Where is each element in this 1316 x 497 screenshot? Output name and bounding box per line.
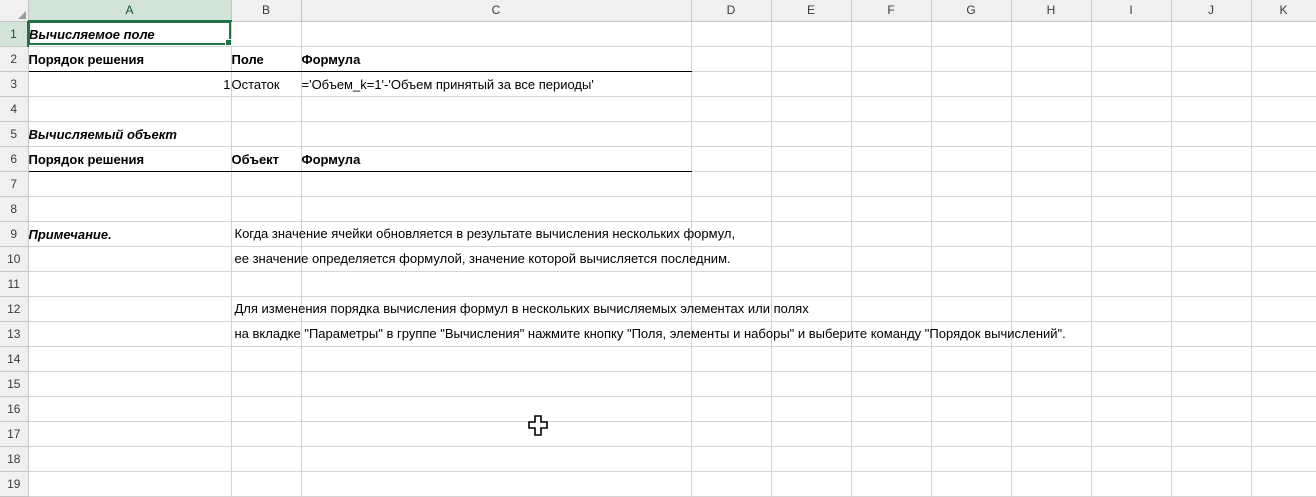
column-header-j[interactable]: J	[1171, 0, 1251, 21]
cell-c6[interactable]: Формула	[301, 147, 691, 172]
cell-a18[interactable]	[28, 447, 231, 472]
cell-j14[interactable]	[1171, 347, 1251, 372]
cell-c2[interactable]: Формула	[301, 47, 691, 72]
cell-a2[interactable]: Порядок решения	[28, 47, 231, 72]
row-header-17[interactable]: 17	[0, 422, 28, 447]
row-header-12[interactable]: 12	[0, 297, 28, 322]
cell-g18[interactable]	[931, 447, 1011, 472]
cell-j1[interactable]	[1171, 21, 1251, 47]
cell-a13[interactable]	[28, 322, 231, 347]
cell-f17[interactable]	[851, 422, 931, 447]
cell-b7[interactable]	[231, 172, 301, 197]
select-all-triangle-icon	[18, 11, 26, 19]
cell-g14[interactable]	[931, 347, 1011, 372]
cell-k12[interactable]	[1251, 297, 1316, 322]
cell-f2[interactable]	[851, 47, 931, 72]
cell-h18[interactable]	[1011, 447, 1091, 472]
cell-k16[interactable]	[1251, 397, 1316, 422]
cell-g10[interactable]	[931, 247, 1011, 272]
cell-h19[interactable]	[1011, 472, 1091, 497]
cell-i18[interactable]	[1091, 447, 1171, 472]
cell-b11[interactable]	[231, 272, 301, 297]
cell-a12[interactable]	[28, 297, 231, 322]
cell-k19[interactable]	[1251, 472, 1316, 497]
cell-b10-text: ее значение определяется формулой, значение которой вычисляется последним.	[234, 251, 731, 266]
cell-d18[interactable]	[691, 447, 771, 472]
cell-a17[interactable]	[28, 422, 231, 447]
column-header-c[interactable]: C	[301, 0, 691, 21]
cell-a9[interactable]: Примечание.	[28, 222, 231, 247]
cell-f16[interactable]	[851, 397, 931, 422]
cell-c15[interactable]	[301, 372, 691, 397]
cell-h2[interactable]	[1011, 47, 1091, 72]
cell-a3[interactable]: 1	[28, 72, 231, 97]
table-row	[0, 322, 1316, 347]
row-header-18[interactable]: 18	[0, 447, 28, 472]
cell-g5[interactable]	[931, 122, 1011, 147]
cell-h7[interactable]	[1011, 172, 1091, 197]
cell-e10[interactable]	[771, 247, 851, 272]
table-row	[0, 122, 1316, 147]
cell-i12[interactable]	[1091, 297, 1171, 322]
cell-f4[interactable]	[851, 97, 931, 122]
cell-k3[interactable]	[1251, 72, 1316, 97]
cell-f11[interactable]	[851, 272, 931, 297]
cell-e18[interactable]	[771, 447, 851, 472]
cell-b3[interactable]: Остаток	[231, 72, 301, 97]
cell-d2[interactable]	[691, 47, 771, 72]
row-header-16[interactable]: 16	[0, 397, 28, 422]
cell-f6[interactable]	[851, 147, 931, 172]
cell-g19[interactable]	[931, 472, 1011, 497]
cell-g15[interactable]	[931, 372, 1011, 397]
cell-d17[interactable]	[691, 422, 771, 447]
cell-j15[interactable]	[1171, 372, 1251, 397]
cell-k9[interactable]	[1251, 222, 1316, 247]
cell-i7[interactable]	[1091, 172, 1171, 197]
table-row	[0, 172, 1316, 197]
cell-b16[interactable]	[231, 397, 301, 422]
cell-j5[interactable]	[1171, 122, 1251, 147]
row-header-13[interactable]: 13	[0, 322, 28, 347]
cell-j19[interactable]	[1171, 472, 1251, 497]
cell-d6[interactable]	[691, 147, 771, 172]
table-row	[0, 97, 1316, 122]
cell-g11[interactable]	[931, 272, 1011, 297]
cell-d11[interactable]	[691, 272, 771, 297]
cell-c8[interactable]	[301, 197, 691, 222]
cell-f14[interactable]	[851, 347, 931, 372]
row-header-9[interactable]: 9	[0, 222, 28, 247]
cell-d1[interactable]	[691, 21, 771, 47]
cell-d14[interactable]	[691, 347, 771, 372]
cell-h16[interactable]	[1011, 397, 1091, 422]
cell-h6[interactable]	[1011, 147, 1091, 172]
cell-f10[interactable]	[851, 247, 931, 272]
cell-j7[interactable]	[1171, 172, 1251, 197]
cell-g8[interactable]	[931, 197, 1011, 222]
cell-c16[interactable]	[301, 397, 691, 422]
table-row	[0, 21, 1316, 47]
cell-c3[interactable]: ='Объем_k=1'-'Объем принятый за все периоды'	[301, 72, 691, 97]
cell-i6[interactable]	[1091, 147, 1171, 172]
cell-k2[interactable]	[1251, 47, 1316, 72]
cell-f1[interactable]	[851, 21, 931, 47]
cell-e4[interactable]	[771, 97, 851, 122]
cell-i3[interactable]	[1091, 72, 1171, 97]
cell-h8[interactable]	[1011, 197, 1091, 222]
cell-h5[interactable]	[1011, 122, 1091, 147]
cell-h17[interactable]	[1011, 422, 1091, 447]
cell-g3[interactable]	[931, 72, 1011, 97]
cell-j11[interactable]	[1171, 272, 1251, 297]
cell-j2[interactable]	[1171, 47, 1251, 72]
cell-b17[interactable]	[231, 422, 301, 447]
table-row	[0, 297, 1316, 322]
column-header-d[interactable]: D	[691, 0, 771, 21]
cell-k7[interactable]	[1251, 172, 1316, 197]
cell-g12[interactable]	[931, 297, 1011, 322]
row-header-7[interactable]: 7	[0, 172, 28, 197]
cell-b19[interactable]	[231, 472, 301, 497]
cell-k8[interactable]	[1251, 197, 1316, 222]
cell-k17[interactable]	[1251, 422, 1316, 447]
cell-d3[interactable]	[691, 72, 771, 97]
cell-b6[interactable]: Объект	[231, 147, 301, 172]
column-header-g[interactable]: G	[931, 0, 1011, 21]
cell-i10[interactable]	[1091, 247, 1171, 272]
cell-j17[interactable]	[1171, 422, 1251, 447]
cell-h14[interactable]	[1011, 347, 1091, 372]
cell-g6[interactable]	[931, 147, 1011, 172]
table-row	[0, 272, 1316, 297]
cell-d7[interactable]	[691, 172, 771, 197]
cell-b18[interactable]	[231, 447, 301, 472]
table-row	[0, 397, 1316, 422]
cell-f9[interactable]	[851, 222, 931, 247]
cell-g17[interactable]	[931, 422, 1011, 447]
row-header-2[interactable]: 2	[0, 47, 28, 72]
column-header-e[interactable]: E	[771, 0, 851, 21]
table-row	[0, 197, 1316, 222]
cell-f12[interactable]	[851, 297, 931, 322]
row-header-8[interactable]: 8	[0, 197, 28, 222]
cell-b5[interactable]	[231, 122, 301, 147]
cell-c7[interactable]	[301, 172, 691, 197]
cell-b14[interactable]	[231, 347, 301, 372]
cell-b1[interactable]	[231, 21, 301, 47]
cell-e15[interactable]	[771, 372, 851, 397]
cell-c1[interactable]	[301, 21, 691, 47]
cell-f19[interactable]	[851, 472, 931, 497]
row-header-14[interactable]: 14	[0, 347, 28, 372]
cell-a11[interactable]	[28, 272, 231, 297]
cell-e9[interactable]	[771, 222, 851, 247]
cell-d16[interactable]	[691, 397, 771, 422]
table-row	[0, 72, 1316, 97]
cell-g2[interactable]	[931, 47, 1011, 72]
cell-a14[interactable]	[28, 347, 231, 372]
cell-j16[interactable]	[1171, 397, 1251, 422]
cell-d4[interactable]	[691, 97, 771, 122]
cell-g16[interactable]	[931, 397, 1011, 422]
cell-b2[interactable]: Поле	[231, 47, 301, 72]
cell-b8[interactable]	[231, 197, 301, 222]
cell-d8[interactable]	[691, 197, 771, 222]
cell-b12-text: Для изменения порядка вычисления формул в нескольких вычисляемых элементах или полях	[234, 301, 809, 316]
cell-j6[interactable]	[1171, 147, 1251, 172]
column-header-h[interactable]: H	[1011, 0, 1091, 21]
cell-a8[interactable]	[28, 197, 231, 222]
select-all-corner[interactable]	[0, 0, 28, 21]
cell-e14[interactable]	[771, 347, 851, 372]
cell-i1[interactable]	[1091, 21, 1171, 47]
cell-k4[interactable]	[1251, 97, 1316, 122]
cell-i11[interactable]	[1091, 272, 1171, 297]
cell-c5[interactable]	[301, 122, 691, 147]
table-row	[0, 472, 1316, 497]
cell-d5[interactable]	[691, 122, 771, 147]
column-header-f[interactable]: F	[851, 0, 931, 21]
cell-e8[interactable]	[771, 197, 851, 222]
row-header-19[interactable]: 19	[0, 472, 28, 497]
table-row	[0, 347, 1316, 372]
cell-e2[interactable]	[771, 47, 851, 72]
table-row	[0, 447, 1316, 472]
row-header-11[interactable]: 11	[0, 272, 28, 297]
cell-j10[interactable]	[1171, 247, 1251, 272]
cell-b13[interactable]	[231, 322, 1066, 347]
cell-i16[interactable]	[1091, 397, 1171, 422]
cell-j8[interactable]	[1171, 197, 1251, 222]
cell-a15[interactable]	[28, 372, 231, 397]
cell-j9[interactable]	[1171, 222, 1251, 247]
cell-e17[interactable]	[771, 422, 851, 447]
cell-k1[interactable]	[1251, 21, 1316, 47]
row-header-4[interactable]: 4	[0, 97, 28, 122]
table-row	[0, 422, 1316, 447]
cell-h1[interactable]	[1011, 21, 1091, 47]
table-row	[0, 247, 1316, 272]
cell-k14[interactable]	[1251, 347, 1316, 372]
cell-j18[interactable]	[1171, 447, 1251, 472]
cell-j3[interactable]	[1171, 72, 1251, 97]
cell-h9[interactable]	[1011, 222, 1091, 247]
cell-g7[interactable]	[931, 172, 1011, 197]
row-header-5[interactable]: 5	[0, 122, 28, 147]
cell-b13-text: на вкладке "Параметры" в группе "Вычисления" нажмите кнопку "Поля, элементы и наборы" и выберите команду "Порядок вычислений".	[234, 326, 1066, 341]
cell-h15[interactable]	[1011, 372, 1091, 397]
cell-c17[interactable]	[301, 422, 691, 447]
cell-a10[interactable]	[28, 247, 231, 272]
cell-k6[interactable]	[1251, 147, 1316, 172]
cell-h3[interactable]	[1011, 72, 1091, 97]
cell-k5[interactable]	[1251, 122, 1316, 147]
cell-e6[interactable]	[771, 147, 851, 172]
table-row	[0, 147, 1316, 172]
column-header-i[interactable]: I	[1091, 0, 1171, 21]
column-header-row	[0, 0, 1316, 21]
cell-f7[interactable]	[851, 172, 931, 197]
cell-k10[interactable]	[1251, 247, 1316, 272]
cell-d15[interactable]	[691, 372, 771, 397]
cell-k13[interactable]	[1251, 322, 1316, 347]
cell-e5[interactable]	[771, 122, 851, 147]
cell-e16[interactable]	[771, 397, 851, 422]
cell-b4[interactable]	[231, 97, 301, 122]
cell-k11[interactable]	[1251, 272, 1316, 297]
cell-e19[interactable]	[771, 472, 851, 497]
row-header-15[interactable]: 15	[0, 372, 28, 397]
cell-i9[interactable]	[1091, 222, 1171, 247]
cell-f15[interactable]	[851, 372, 931, 397]
cell-i8[interactable]	[1091, 197, 1171, 222]
cell-c18[interactable]	[301, 447, 691, 472]
cell-c11[interactable]	[301, 272, 691, 297]
cell-g4[interactable]	[931, 97, 1011, 122]
row-header-10[interactable]: 10	[0, 247, 28, 272]
cell-k15[interactable]	[1251, 372, 1316, 397]
cell-g9[interactable]	[931, 222, 1011, 247]
cell-j4[interactable]	[1171, 97, 1251, 122]
cell-i17[interactable]	[1091, 422, 1171, 447]
cell-i19[interactable]	[1091, 472, 1171, 497]
column-header-b[interactable]: B	[231, 0, 301, 21]
cell-c19[interactable]	[301, 472, 691, 497]
table-row	[0, 47, 1316, 72]
cell-b10[interactable]	[231, 247, 731, 272]
row-header-6[interactable]: 6	[0, 147, 28, 172]
cell-e11[interactable]	[771, 272, 851, 297]
cell-i13[interactable]	[1091, 322, 1171, 347]
cell-i2[interactable]	[1091, 47, 1171, 72]
column-header-k[interactable]: K	[1251, 0, 1316, 21]
cell-a1[interactable]: Вычисляемое поле	[28, 21, 231, 47]
cell-i5[interactable]	[1091, 122, 1171, 147]
cell-i4[interactable]	[1091, 97, 1171, 122]
cell-a5[interactable]: Вычисляемый объект	[28, 122, 231, 147]
row-header-1[interactable]: 1	[0, 21, 28, 47]
cell-g1[interactable]	[931, 21, 1011, 47]
cell-e1[interactable]	[771, 21, 851, 47]
cell-f5[interactable]	[851, 122, 931, 147]
cell-f3[interactable]	[851, 72, 931, 97]
cell-f8[interactable]	[851, 197, 931, 222]
column-header-a[interactable]: A	[28, 0, 231, 21]
cell-f18[interactable]	[851, 447, 931, 472]
cell-j12[interactable]	[1171, 297, 1251, 322]
cell-c4[interactable]	[301, 97, 691, 122]
table-row	[0, 222, 1316, 247]
cell-a4[interactable]	[28, 97, 231, 122]
cell-b9-text: Когда значение ячейки обновляется в результате вычисления нескольких формул,	[234, 226, 736, 241]
cell-a16[interactable]	[28, 397, 231, 422]
cell-a19[interactable]	[28, 472, 231, 497]
cell-e7[interactable]	[771, 172, 851, 197]
cell-j13[interactable]	[1171, 322, 1251, 347]
cell-h4[interactable]	[1011, 97, 1091, 122]
cell-c14[interactable]	[301, 347, 691, 372]
cell-b9[interactable]	[231, 222, 736, 247]
cell-i14[interactable]	[1091, 347, 1171, 372]
cell-h12[interactable]	[1011, 297, 1091, 322]
cell-d19[interactable]	[691, 472, 771, 497]
cell-k18[interactable]	[1251, 447, 1316, 472]
cell-a6[interactable]: Порядок решения	[28, 147, 231, 172]
cell-e3[interactable]	[771, 72, 851, 97]
cell-h11[interactable]	[1011, 272, 1091, 297]
cell-b12[interactable]	[231, 297, 809, 322]
cell-i15[interactable]	[1091, 372, 1171, 397]
table-row	[0, 372, 1316, 397]
cell-a7[interactable]	[28, 172, 231, 197]
cell-h10[interactable]	[1011, 247, 1091, 272]
row-header-3[interactable]: 3	[0, 72, 28, 97]
cell-b15[interactable]	[231, 372, 301, 397]
